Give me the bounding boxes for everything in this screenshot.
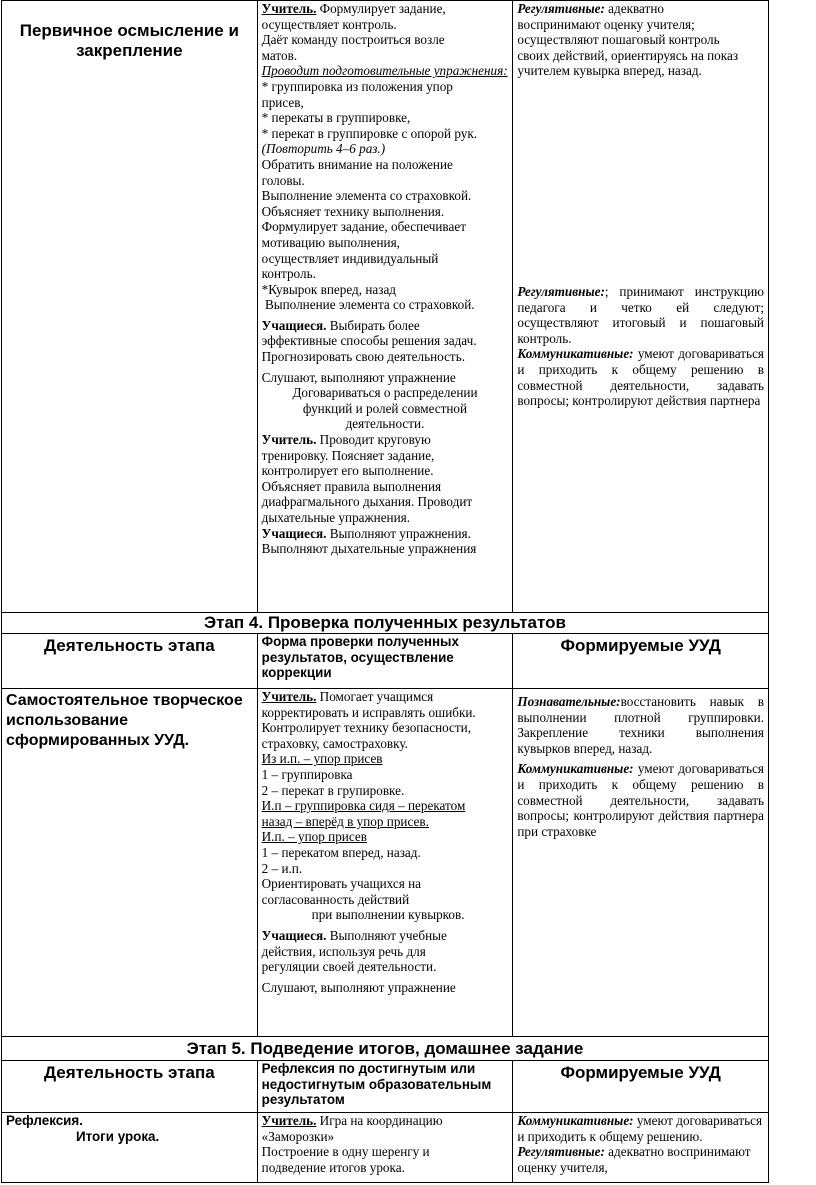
uud-line: осуществляют пошаговый контроль	[517, 32, 720, 48]
teacher-form-cell	[257, 1, 513, 613]
stage5-title: Этап 5. Подведение итогов, домашнее задание	[186, 1039, 584, 1058]
students2-line: Выполняют упражнения.	[329, 525, 471, 541]
row-stage4-title	[2, 613, 769, 634]
uud-cognitive-label: Познавательные:	[517, 694, 621, 709]
orient-line: при выполнении кувырков.	[311, 907, 465, 923]
stage4-activity: Самостоятельное творческое использование сформированных УУД.	[6, 692, 243, 749]
starting-position: И.п – группировка сидя – перекатом	[261, 798, 466, 814]
stage5-col1-header: Деятельность этапа	[43, 1063, 215, 1082]
stage-label: Первичное осмысление и закрепление	[19, 21, 239, 60]
uud-regulatory-label: Регулятивные:	[517, 1, 605, 16]
teacher-line: Формулирует задание,	[319, 1, 446, 16]
stage4-col2-header: Форма проверки полученных результатов, осуществление коррекции	[261, 634, 459, 681]
listen-line: Слушают, выполняют упражнение	[261, 979, 456, 995]
prep-exercises-title: Проводит подготовительные упражнения:	[261, 63, 508, 79]
stage5-activity-2: Итоги урока.	[76, 1129, 160, 1144]
teacher-line: Даёт команду построиться возле	[261, 32, 445, 48]
row-stage5-content	[2, 1113, 769, 1183]
listen-line: Слушают, выполняют упражнение	[261, 369, 456, 385]
stage4-col3-header: Формируемые УУД	[560, 636, 721, 655]
students-line: действия, используя речь для	[261, 943, 426, 959]
stage4-uud-cell	[513, 689, 769, 1037]
students-line: эффективные способы решения задач.	[261, 333, 477, 349]
step-line: 1 – перекатом вперед, назад.	[261, 844, 421, 860]
instruction-line: Обратить внимание на положение	[261, 156, 453, 172]
teacher2-line: диафрагмального дыхания. Проводит	[261, 494, 473, 510]
students-label: Учащиеся.	[261, 317, 327, 333]
uud-line: учителем кувырка вперед, назад.	[517, 63, 702, 79]
row-primary-comprehension	[2, 1, 769, 613]
teacher-line: «Заморозки»	[261, 1128, 335, 1144]
stage4-activity-cell	[2, 689, 258, 1037]
stage4-col3-header-cell	[513, 634, 769, 689]
agree-line: Договариваться о распределении	[292, 385, 478, 401]
instruction-line: осуществляет индивидуальный	[261, 250, 439, 266]
teacher-line: страховку, самостраховку.	[261, 735, 408, 751]
teacher-line: осуществляет контроль.	[261, 16, 397, 32]
uud-cell	[513, 1, 769, 613]
uud-cognitive-text: восстановить навык в выполнении плотной группировки. Закрепление техники выполнения кувырков вперед, назад.	[517, 694, 764, 756]
instruction-line: контроль.	[261, 266, 316, 282]
teacher-line: матов.	[261, 47, 298, 63]
repeat-note: (Повторить 4–6 раз.)	[261, 141, 386, 157]
agree-line: деятельности.	[345, 416, 425, 432]
starting-position: Из и.п. – упор присев	[261, 751, 383, 767]
uud-communicative-text: умеют договариваться и приходить к общему решению в совместной деятельности, задавать вопросы; контролируют действия партнера при страховке	[517, 761, 764, 839]
uud-regulatory-label: Регулятивные:	[517, 283, 605, 299]
students-label: Учащиеся.	[261, 927, 327, 943]
orient-line: согласованность действий	[261, 891, 410, 907]
teacher-line: корректировать и исправлять ошибки.	[261, 704, 476, 720]
stage4-col2-header-cell	[257, 634, 513, 689]
row-stage5-title	[2, 1037, 769, 1061]
stage4-col1-header-cell	[2, 634, 258, 689]
students2-line: Выполняют дыхательные упражнения	[261, 541, 477, 557]
instruction-line: мотивацию выполнения,	[261, 234, 400, 250]
teacher2-line: контролирует его выполнение.	[261, 463, 434, 479]
instruction-line: Выполнение элемента со страховкой.	[261, 297, 475, 313]
instruction-line: Объясняет технику выполнения.	[261, 203, 445, 219]
step-line: 1 – группировка	[261, 766, 353, 782]
stage5-col3-header: Формируемые УУД	[560, 1063, 721, 1082]
row-stage4-content	[2, 689, 769, 1037]
stage5-title-cell	[2, 1037, 769, 1061]
stage5-col2-header: Рефлексия по достигнутым или недостигнутым образовательным результатом	[261, 1061, 492, 1108]
teacher-line: Контролирует технику безопасности,	[261, 720, 472, 736]
uud-regulatory-label: Регулятивные:	[517, 1144, 605, 1160]
teacher2-label: Учитель.	[261, 432, 317, 448]
step-line: 2 – и.п.	[261, 860, 303, 876]
row-stage5-headers	[2, 1061, 769, 1113]
stage5-form-cell	[257, 1113, 513, 1183]
exercise-line: * группировка из положения упор	[261, 78, 453, 94]
exercise-line: * перекат в группировке с опорой рук.	[261, 125, 478, 141]
uud-regulatory-text: адекватно воспринимают оценку учителя,	[517, 1144, 751, 1175]
stage5-col2-header-cell	[257, 1061, 513, 1113]
students-line: регуляции своей деятельности.	[261, 959, 437, 975]
uud-cognitive-block	[517, 694, 764, 756]
instruction-line: Выполнение элемента со страховкой.	[261, 188, 472, 204]
starting-position: назад – вперёд в упор присев.	[261, 813, 429, 829]
stage5-col1-header-cell	[2, 1061, 258, 1113]
stage5-uud-cell	[513, 1113, 769, 1183]
uud-regulatory-block-2	[517, 284, 764, 346]
orient-line: Ориентировать учащихся на	[261, 876, 422, 892]
teacher-label: Учитель.	[261, 689, 317, 704]
instruction-line: *Кувырок вперед, назад	[261, 281, 397, 297]
uud-communicative-block	[517, 761, 764, 839]
uud-line: своих действий, ориентируясь на показ	[517, 47, 739, 63]
starting-position: И.п. – упор присев	[261, 829, 367, 845]
uud-line: воспринимают оценку учителя;	[517, 16, 695, 32]
stage4-title: Этап 4. Проверка полученных результатов	[204, 613, 566, 632]
teacher-line: Помогает учащимся	[319, 689, 434, 704]
uud-regulatory-text: ; принимают инструкцию педагога и четко ей следуют; осуществляют итоговый и пошаговый контроль.	[517, 283, 764, 346]
stage5-activity-1: Рефлексия.	[6, 1113, 83, 1128]
stage-activity-cell	[2, 1, 258, 613]
stage4-col1-header: Деятельность этапа	[43, 636, 215, 655]
teacher-line: подведение итогов урока.	[261, 1159, 405, 1175]
uud-communicative-label: Коммуникативные:	[517, 761, 634, 777]
teacher2-line: тренировку. Поясняет задание,	[261, 447, 435, 463]
stage4-form-cell	[257, 689, 513, 1037]
teacher-label: Учитель.	[261, 1, 317, 16]
teacher-label: Учитель.	[261, 1113, 317, 1128]
exercise-line: присев,	[261, 94, 304, 110]
teacher-line: Игра на координацию	[319, 1113, 443, 1128]
students-line: Выполняют учебные	[329, 927, 447, 943]
students-line: Прогнозировать свою деятельность.	[261, 349, 465, 365]
agree-line: функций и ролей совместной	[302, 400, 468, 416]
teacher2-line: Объясняет правила выполнения	[261, 478, 442, 494]
uud-line: адекватно	[608, 1, 664, 16]
students-line: Выбирать более	[329, 317, 420, 333]
instruction-line: головы.	[261, 172, 305, 188]
step-line: 2 – перекат в групировке.	[261, 782, 405, 798]
instruction-line: Формулирует задание, обеспечивает	[261, 219, 466, 235]
exercise-line: * перекаты в группировке,	[261, 110, 411, 126]
uud-communicative-label: Коммуникативные:	[517, 1113, 634, 1128]
uud-communicative-label: Коммуникативные:	[517, 346, 634, 362]
students2-label: Учащиеся.	[261, 525, 327, 541]
uud-communicative-block	[517, 346, 764, 408]
teacher2-line: Проводит круговую	[319, 432, 431, 448]
row-stage4-headers	[2, 634, 769, 689]
uud-communicative-text: умеют договариваться и приходить к общему решению в совместной деятельности, задавать вопросы; контролируют действия партнера	[517, 346, 764, 409]
teacher2-line: дыхательные упражнения.	[261, 510, 411, 525]
stage4-title-cell	[2, 613, 769, 634]
lesson-table	[1, 0, 769, 1183]
stage5-col3-header-cell	[513, 1061, 769, 1113]
uud-block	[517, 1113, 764, 1175]
stage5-activity-cell	[2, 1113, 258, 1183]
uud-communicative-text: умеют договариваться и приходить к общему решению.	[517, 1113, 763, 1144]
teacher-line: Построение в одну шеренгу и	[261, 1144, 430, 1160]
